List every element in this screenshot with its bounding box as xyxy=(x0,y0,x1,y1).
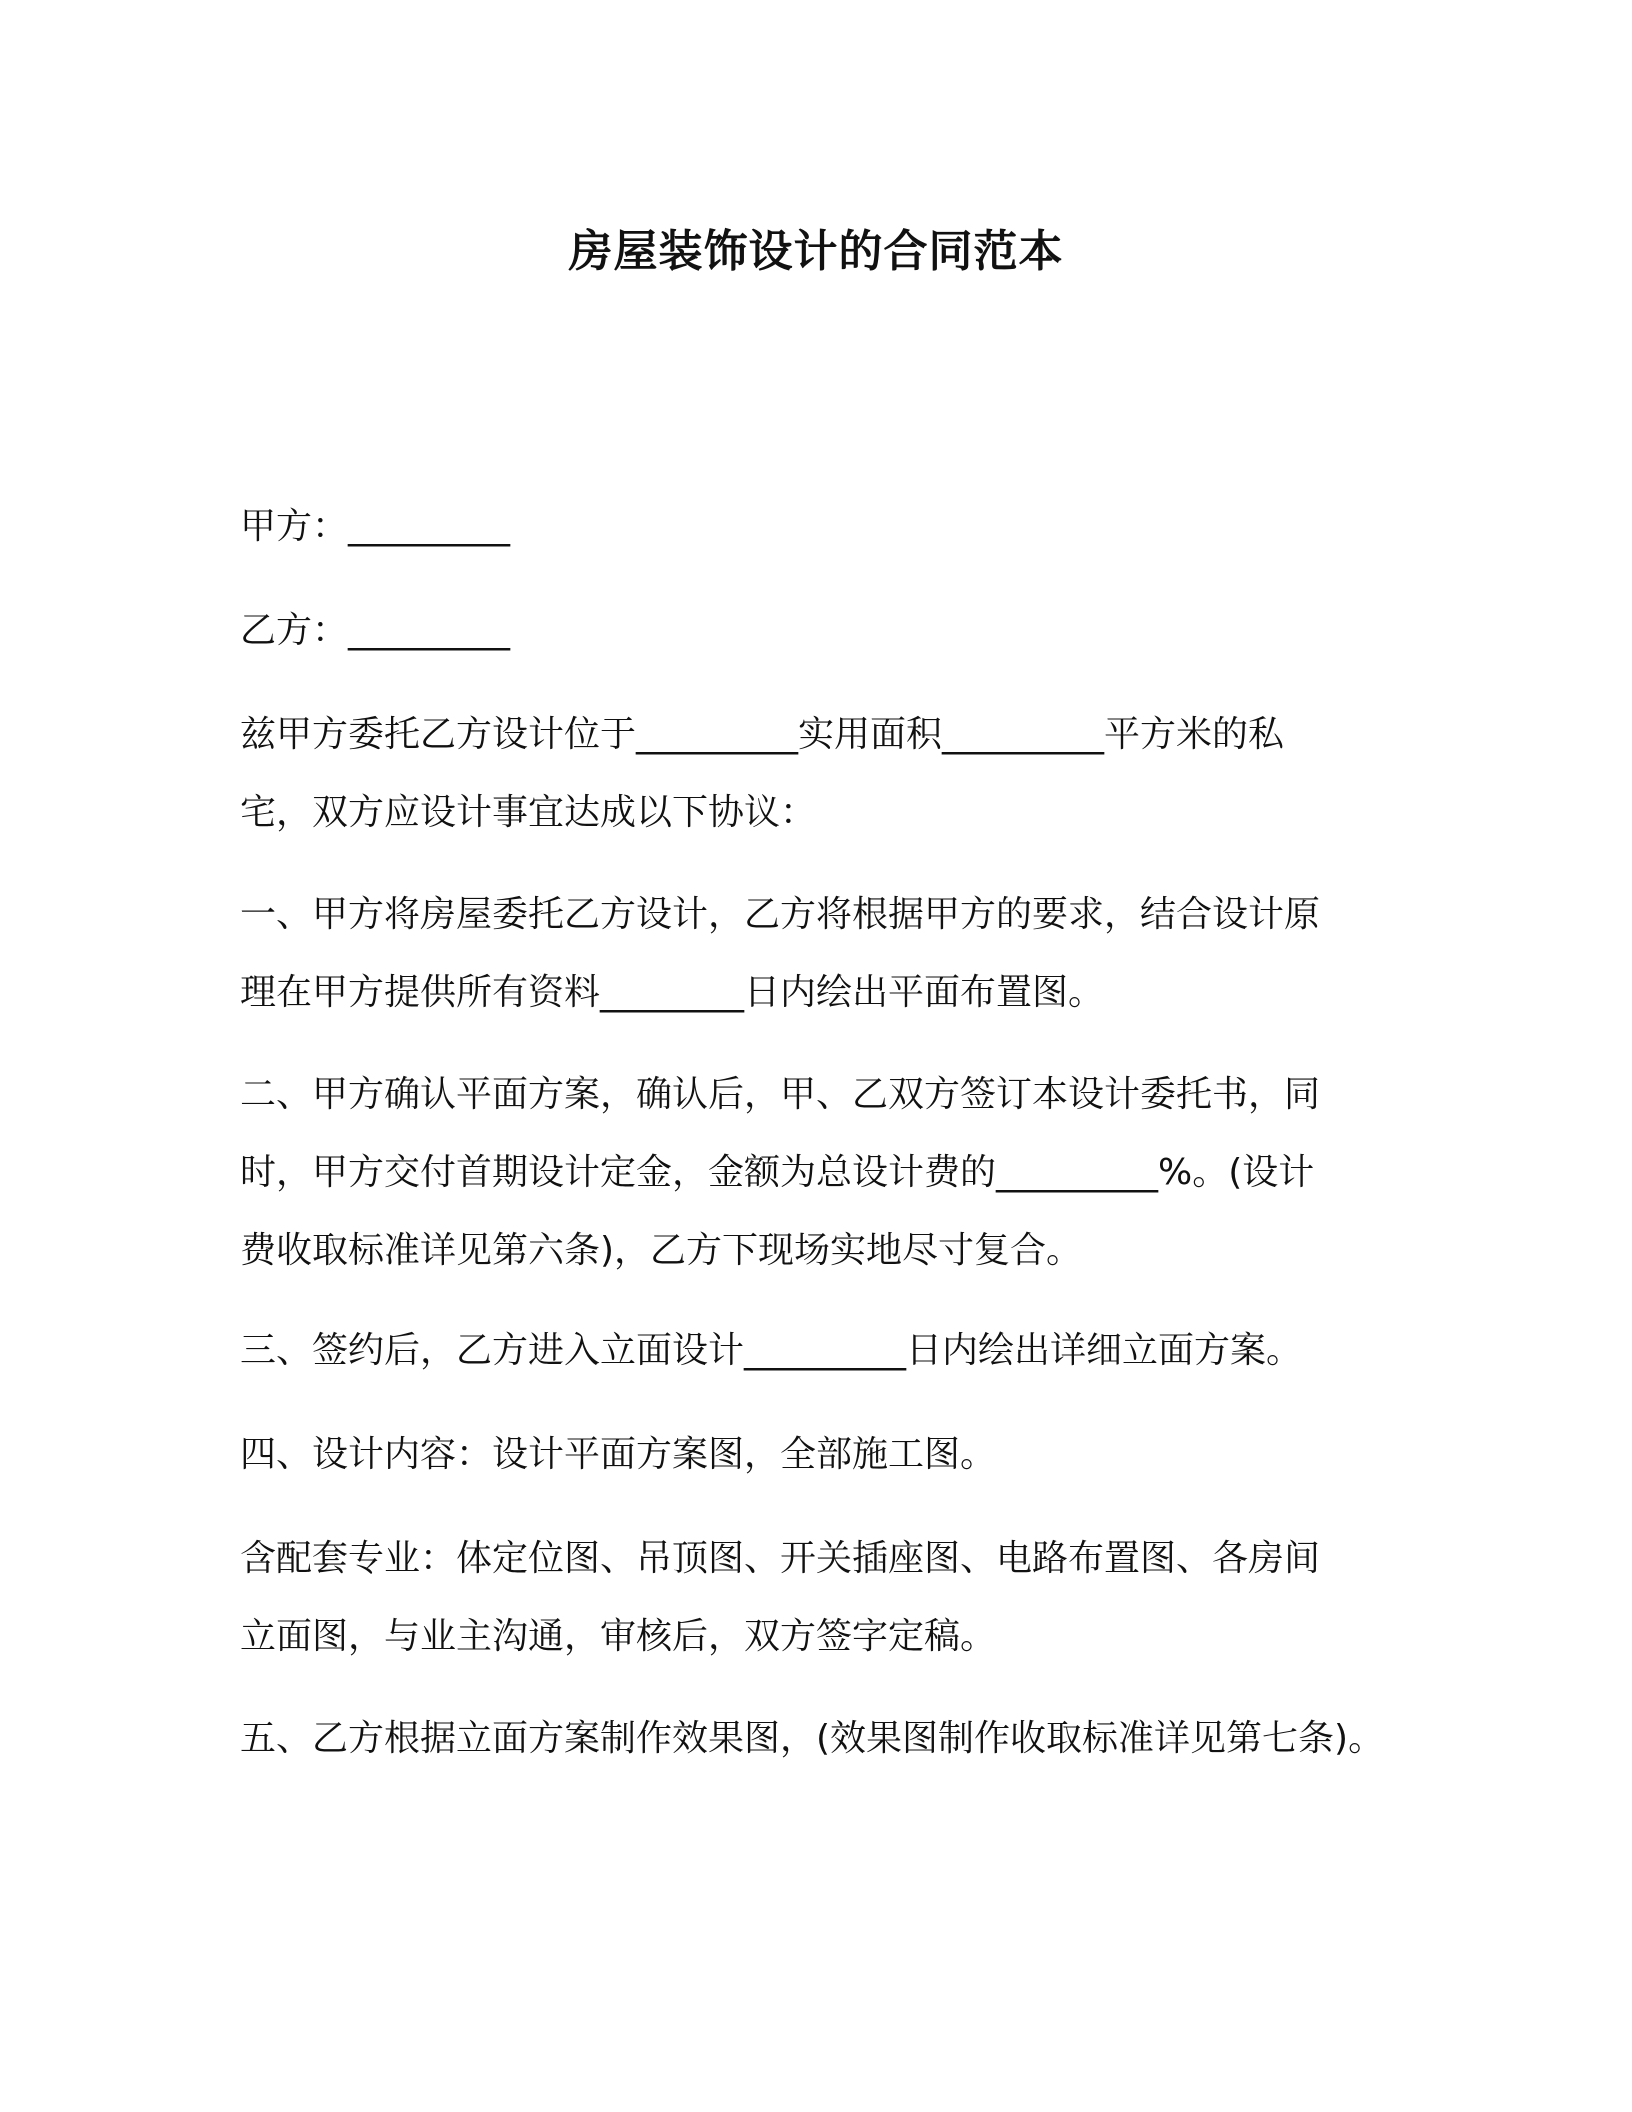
clause-4-detail-line-2: 立面图，与业主沟通，审核后，双方签字定稿。 xyxy=(240,1616,997,1657)
intro-line-1: 兹甲方委托乙方设计位于_________实用面积_________平方米的私 xyxy=(240,714,1285,755)
clause-2-line-2: 时，甲方交付首期设计定金，金额为总设计费的_________%。(设计 xyxy=(240,1152,1315,1193)
clause-1-line-2: 理在甲方提供所有资料________日内绘出平面布置图。 xyxy=(240,972,1105,1013)
party-b-line: 乙方：_________ xyxy=(240,610,511,651)
clause-5-paragraph: 五、乙方根据立面方案制作效果图，(效果图制作收取标准详见第七条)。 xyxy=(240,1718,1385,1759)
document-title: 房屋装饰设计的合同范本 xyxy=(568,226,1064,277)
clause-4-paragraph: 四、设计内容：设计平面方案图，全部施工图。 xyxy=(240,1434,997,1475)
clause-2-line-3: 费收取标准详见第六条)，乙方下现场实地尽寸复合。 xyxy=(240,1230,1083,1271)
intro-paragraph xyxy=(240,696,1400,852)
clause-2-paragraph xyxy=(240,1056,1400,1290)
clause-3-paragraph: 三、签约后，乙方进入立面设计_________日内绘出详细立面方案。 xyxy=(240,1330,1303,1371)
clause-1-paragraph xyxy=(240,876,1400,1032)
clause-2-line-1: 二、甲方确认平面方案，确认后，甲、乙双方签订本设计委托书，同 xyxy=(240,1074,1321,1115)
clause-1-line-1: 一、甲方将房屋委托乙方设计，乙方将根据甲方的要求，结合设计原 xyxy=(240,894,1321,935)
intro-line-2: 宅，双方应设计事宜达成以下协议： xyxy=(240,792,817,833)
party-a-line: 甲方：_________ xyxy=(240,506,511,547)
clause-4-detail-line-1: 含配套专业：体定位图、吊顶图、开关插座图、电路布置图、各房间 xyxy=(240,1538,1321,1579)
clause-4-detail-paragraph xyxy=(240,1520,1400,1676)
